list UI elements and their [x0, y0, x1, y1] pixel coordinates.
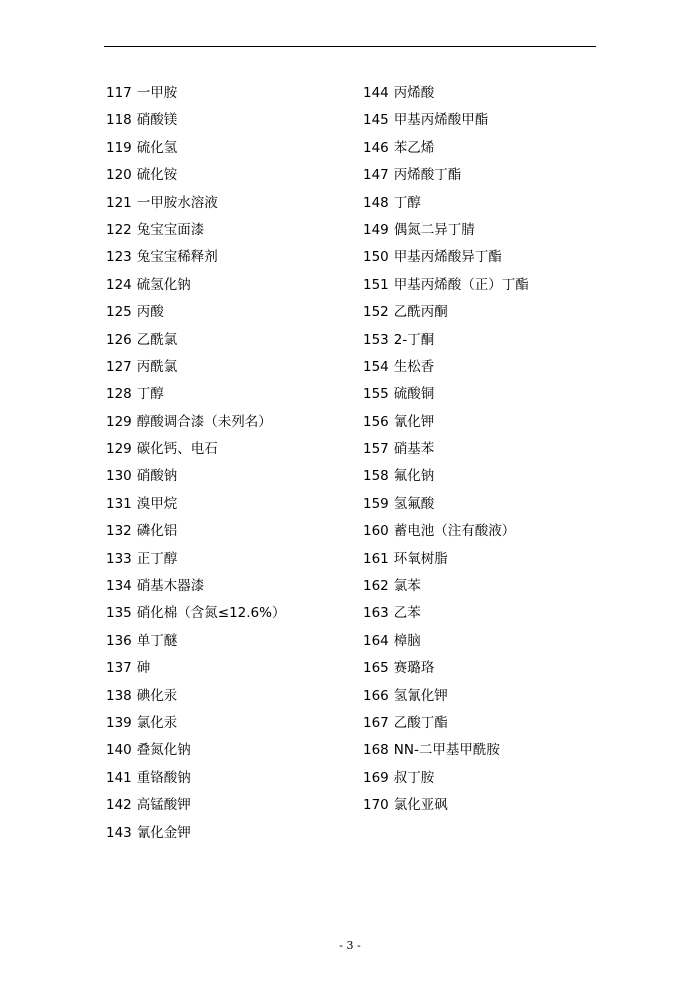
item-name: 硝酸镁	[136, 112, 178, 129]
item-number: 170	[363, 797, 389, 814]
list-item	[106, 409, 356, 436]
item-number: 150	[363, 249, 389, 266]
item-name: 乙苯	[393, 605, 421, 622]
item-number: 127	[106, 358, 132, 375]
list-item	[106, 463, 356, 490]
list-item	[106, 710, 356, 737]
list-item	[363, 518, 663, 545]
list-item	[106, 600, 356, 627]
item-name: 硫酸铜	[393, 386, 435, 403]
item-name: 氢氟酸	[393, 495, 435, 512]
item-number: 140	[106, 742, 132, 759]
list-item	[363, 381, 663, 408]
item-number: 121	[106, 194, 132, 211]
item-number: 138	[106, 687, 132, 704]
item-number: 120	[106, 167, 132, 184]
item-number: 146	[363, 139, 389, 156]
item-number: 148	[363, 194, 389, 211]
item-name: 重铬酸钠	[136, 769, 191, 786]
list-item	[363, 792, 663, 819]
item-name: 丙烯酸	[393, 85, 435, 101]
list-item	[363, 600, 663, 627]
item-number: 123	[106, 249, 132, 266]
list-item	[106, 244, 356, 271]
list-item	[106, 381, 356, 408]
list-item	[106, 518, 356, 545]
list-item	[363, 409, 663, 436]
item-name: 丙酸	[136, 304, 164, 321]
list-item	[363, 299, 663, 326]
list-item	[363, 244, 663, 271]
item-number: 154	[363, 358, 389, 375]
item-name: 苯乙烯	[393, 139, 435, 156]
item-number: 164	[363, 632, 389, 649]
item-number: 143	[106, 824, 132, 841]
item-name: 硝基木器漆	[136, 578, 205, 595]
item-name: 砷	[136, 660, 151, 677]
item-number: 153	[363, 331, 389, 348]
item-name: 一甲胺水溶液	[136, 194, 218, 211]
list-item	[106, 299, 356, 326]
item-name: 偶氮二异丁腈	[393, 221, 475, 238]
list-item	[106, 820, 356, 847]
item-name: 乙酸丁酯	[393, 714, 448, 731]
item-name: 甲基丙烯酸异丁酯	[393, 249, 502, 266]
item-name: 氯苯	[393, 578, 421, 595]
item-number: 142	[106, 797, 132, 814]
item-name: 一甲胺	[136, 85, 178, 101]
list-item	[106, 765, 356, 792]
list-item	[363, 491, 663, 518]
list-item	[106, 162, 356, 189]
item-number: 133	[106, 550, 132, 567]
item-name: 兔宝宝稀释剂	[136, 249, 218, 266]
list-item	[363, 436, 663, 463]
list-item	[106, 792, 356, 819]
item-name: 乙酰氯	[136, 331, 178, 348]
item-number: 158	[363, 468, 389, 485]
item-number: 117	[106, 85, 132, 101]
item-number: 145	[363, 112, 389, 129]
list-item	[363, 354, 663, 381]
item-number: 151	[363, 276, 389, 293]
item-number: 162	[363, 578, 389, 595]
item-name: 正丁醇	[136, 550, 178, 567]
item-number: 139	[106, 714, 132, 731]
item-number: 149	[363, 221, 389, 238]
item-name: 氰化钾	[393, 413, 435, 430]
item-number: 152	[363, 304, 389, 321]
list-item	[106, 107, 356, 134]
list-item	[363, 683, 663, 710]
item-name: 碳化钙、电石	[136, 441, 218, 458]
item-number: 147	[363, 167, 389, 184]
item-name: 丙酰氯	[136, 358, 178, 375]
list-item	[106, 573, 356, 600]
list-item	[363, 573, 663, 600]
item-name: 环氧树脂	[393, 550, 448, 567]
item-number: 119	[106, 139, 132, 156]
item-name: 氢氰化钾	[393, 687, 448, 704]
list-item	[106, 80, 356, 107]
item-number: 155	[363, 386, 389, 403]
item-number: 131	[106, 495, 132, 512]
item-name: 2-丁酮	[393, 331, 435, 348]
item-name: 高锰酸钾	[136, 797, 191, 814]
list-item	[363, 655, 663, 682]
item-name: 甲基丙烯酸（正）丁酯	[393, 276, 529, 293]
item-number: 128	[106, 386, 132, 403]
list-item	[106, 628, 356, 655]
item-name: 赛璐珞	[393, 660, 435, 677]
list-item	[106, 272, 356, 299]
item-name: 醇酸调合漆（未列名）	[136, 413, 272, 430]
list-item	[106, 190, 356, 217]
item-name: 溴甲烷	[136, 495, 178, 512]
item-number: 130	[106, 468, 132, 485]
list-item	[106, 135, 356, 162]
item-number: 125	[106, 304, 132, 321]
item-name: 蓄电池（注有酸液）	[393, 523, 516, 540]
item-name: 硝酸钠	[136, 468, 178, 485]
item-number: 126	[106, 331, 132, 348]
item-number: 169	[363, 769, 389, 786]
item-name: 丁醇	[393, 194, 421, 211]
item-name: 樟脑	[393, 632, 421, 649]
item-number: 124	[106, 276, 132, 293]
list-item	[363, 463, 663, 490]
list-item	[106, 683, 356, 710]
item-number: 165	[363, 660, 389, 677]
list-item	[106, 354, 356, 381]
list-item	[363, 80, 663, 107]
list-item	[363, 765, 663, 792]
list-item	[106, 737, 356, 764]
item-name: 硫氢化钠	[136, 276, 191, 293]
list-item	[363, 737, 663, 764]
item-name: 氟化钠	[393, 468, 435, 485]
item-number: 132	[106, 523, 132, 540]
item-number: 144	[363, 85, 389, 101]
list-item	[106, 217, 356, 244]
item-number: 166	[363, 687, 389, 704]
item-name: 生松香	[393, 358, 435, 375]
item-number: 157	[363, 441, 389, 458]
list-item	[106, 436, 356, 463]
item-name: 硫化氢	[136, 139, 178, 156]
list-item	[363, 272, 663, 299]
item-name: 磷化铝	[136, 523, 178, 540]
item-number: 160	[363, 523, 389, 540]
item-name: 叔丁胺	[393, 769, 435, 786]
item-name: 叠氮化钠	[136, 742, 191, 759]
list-item	[363, 327, 663, 354]
item-name: 单丁醚	[136, 632, 178, 649]
item-name: 氰化金钾	[136, 824, 191, 841]
item-name: 丙烯酸丁酯	[393, 167, 462, 184]
item-number: 141	[106, 769, 132, 786]
list-item	[106, 655, 356, 682]
item-name: 硝化棉（含氮≤12.6%）	[136, 605, 286, 622]
item-name: 乙酰丙酮	[393, 304, 448, 321]
item-number: 135	[106, 605, 132, 622]
item-number: 122	[106, 221, 132, 238]
header-rule	[104, 46, 596, 47]
item-number: 159	[363, 495, 389, 512]
list-item	[106, 491, 356, 518]
item-name: NN-二甲基甲酰胺	[393, 742, 500, 759]
list-item	[363, 217, 663, 244]
left-column-list	[106, 80, 356, 847]
list-item	[363, 162, 663, 189]
item-name: 硝基苯	[393, 441, 435, 458]
item-number: 136	[106, 632, 132, 649]
item-name: 硫化铵	[136, 167, 178, 184]
list-item	[363, 135, 663, 162]
right-column-list	[363, 80, 663, 820]
item-number: 137	[106, 660, 132, 677]
item-number: 156	[363, 413, 389, 430]
item-number: 161	[363, 550, 389, 567]
list-item	[363, 107, 663, 134]
item-number: 134	[106, 578, 132, 595]
item-name: 兔宝宝面漆	[136, 221, 205, 238]
list-item	[363, 546, 663, 573]
item-name: 氯化亚砜	[393, 797, 448, 814]
item-number: 118	[106, 112, 132, 129]
item-number: 129	[106, 413, 132, 430]
item-number: 168	[363, 742, 389, 759]
item-name: 甲基丙烯酸甲酯	[393, 112, 489, 129]
list-item	[363, 710, 663, 737]
item-number: 129	[106, 441, 132, 458]
item-name: 碘化汞	[136, 687, 178, 704]
list-item	[106, 546, 356, 573]
list-item	[106, 327, 356, 354]
list-item	[363, 190, 663, 217]
page-number: - 3 -	[339, 939, 361, 952]
item-name: 氯化汞	[136, 714, 178, 731]
item-name: 丁醇	[136, 386, 164, 403]
list-item	[363, 628, 663, 655]
item-number: 167	[363, 714, 389, 731]
item-number: 163	[363, 605, 389, 622]
